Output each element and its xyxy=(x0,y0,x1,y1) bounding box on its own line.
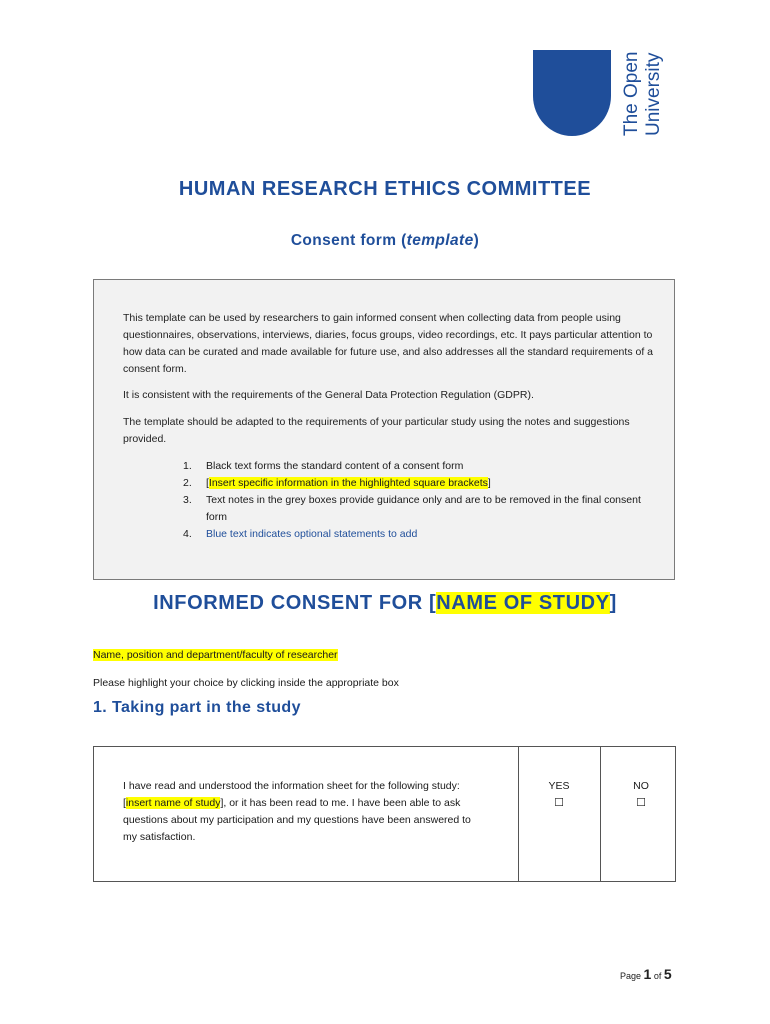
guidance-paragraph: The template should be adapted to the requirements of your particular study using the notes and suggestions provided. xyxy=(123,416,630,445)
consent-table xyxy=(93,746,676,882)
yes-checkbox[interactable]: ☐ xyxy=(554,797,564,809)
study-name-placeholder: NAME OF STUDY xyxy=(436,592,610,614)
list-item: 1. Black text forms the standard content of a consent form xyxy=(183,460,464,472)
guidance-paragraph: This template can be used by researchers to gain informed consent when collecting data from people using questionnaires, observations, interviews, diaries, focus groups, video recordings, etc. It pays particular attention to how data can be curated and made available for future use, and also addresses all the standard requirements of a consent form. xyxy=(123,312,653,375)
open-university-shield-logo xyxy=(533,50,611,136)
page-number-footer: Page 1 of 5 xyxy=(620,966,672,982)
list-item: 3. Text notes in the grey boxes provide guidance only and are to be removed in the final consent form xyxy=(183,494,641,523)
document-subtitle: Consent form (template) xyxy=(290,232,480,249)
list-item: 2. [Insert specific information in the highlighted square brackets] xyxy=(183,477,491,489)
no-option xyxy=(601,778,681,812)
instruction-text: Please highlight your choice by clicking inside the appropriate box xyxy=(93,677,399,689)
guidance-list xyxy=(123,458,653,543)
consent-heading: INFORMED CONSENT FOR [NAME OF STUDY] xyxy=(153,592,617,614)
table-divider xyxy=(600,747,601,881)
highlighted-placeholder: Insert specific information in the highlighted square brackets xyxy=(208,477,488,489)
guidance-note-box xyxy=(93,279,675,580)
guidance-paragraph: It is consistent with the requirements of the General Data Protection Regulation (GDPR). xyxy=(123,389,534,401)
researcher-placeholder: Name, position and department/faculty of researcher xyxy=(93,649,338,661)
no-checkbox[interactable]: ☐ xyxy=(636,797,646,809)
yes-label: YES xyxy=(548,780,570,792)
table-divider xyxy=(518,747,519,881)
study-name-placeholder: insert name of study xyxy=(125,797,221,809)
document-title: HUMAN RESEARCH ETHICS COMMITTEE xyxy=(178,178,592,200)
logo-text-line2: University xyxy=(643,52,664,136)
yes-option xyxy=(519,778,599,812)
section-heading-taking-part: 1. Taking part in the study xyxy=(93,699,301,716)
logo-text-line1: The Open xyxy=(621,51,642,136)
open-university-wordmark xyxy=(620,46,670,138)
no-label: NO xyxy=(633,780,649,792)
consent-statement: I have read and understood the information sheet for the following study: [insert name of study], or it has been read to me. I have been able to ask questions about my participation and my questions have been answered to my satisfaction. xyxy=(123,780,471,843)
list-item: 4. Blue text indicates optional statements to add xyxy=(183,528,418,540)
